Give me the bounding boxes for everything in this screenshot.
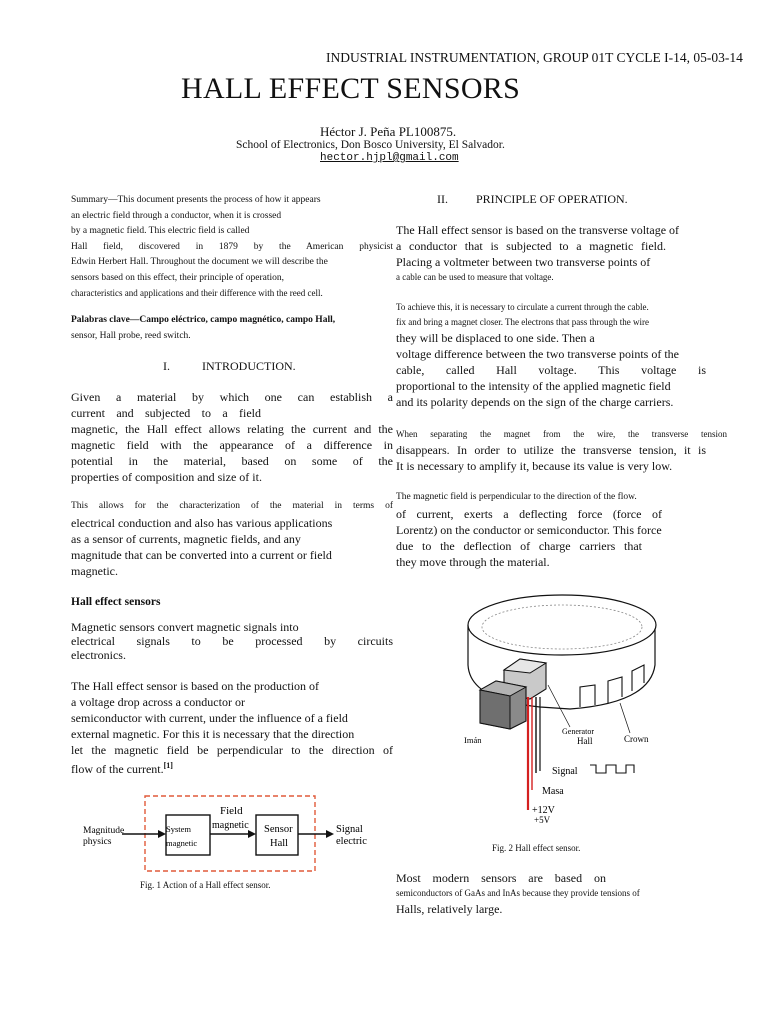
text-line: potential in the material, based on some of the <box>71 454 393 468</box>
keywords <box>71 313 393 344</box>
abstract-line: Edwin Herbert Hall. Throughout the document we will describe the <box>71 257 328 267</box>
abstract-line: sensors based on this effect, their principle of operation, <box>71 272 284 283</box>
text-line: Halls, relatively large. <box>396 902 503 916</box>
text-line: magnitude that can be converted into a current or field <box>71 547 332 562</box>
intro-paragraph-1 <box>71 389 393 485</box>
box-label: System <box>166 824 192 834</box>
crown-disc-top <box>468 595 656 655</box>
text-line: The Hall effect sensor is based on the production of <box>71 679 320 693</box>
text-line: magnetic. <box>71 563 118 578</box>
citation-ref[interactable]: [1] <box>163 761 173 770</box>
text-line: due to the deflection of charge carriers that <box>396 538 642 553</box>
label-12v: +12V <box>532 805 555 816</box>
label-5v: +5V <box>534 815 551 825</box>
text-line: The Hall effect sensor is based on the transverse voltage of <box>396 223 680 237</box>
text-line: of current, exerts a deflecting force (force of <box>396 506 662 521</box>
abstract-line: by a magnetic field. This electric field is called <box>71 226 250 236</box>
section-heading-introduction <box>163 359 296 374</box>
paper-title: HALL EFFECT SENSORS <box>181 72 521 105</box>
output-label: electric <box>336 836 367 847</box>
text-line: as a sensor of currents, magnetic fields, and any <box>71 531 301 546</box>
box-label: Hall <box>270 838 289 849</box>
principle-paragraph-4 <box>396 490 729 570</box>
text-line: This allows for the characterization of the material in terms of <box>71 501 393 511</box>
box-label: magnetic <box>166 838 198 848</box>
abstract-line: an electric field through a conductor, when it is crossed <box>71 210 282 221</box>
principle-paragraph-1 <box>396 222 729 285</box>
text-line: disappears. In order to utilize the transverse tension, it is <box>396 443 706 457</box>
text-line: properties of composition and size of it. <box>71 470 262 484</box>
section-number: I. <box>163 359 170 373</box>
section-number: II. <box>437 192 448 206</box>
box-label: Sensor <box>264 824 293 835</box>
text-line: and its polarity depends on the sign of the charge carriers. <box>396 395 674 409</box>
text-line: Lorentz) on the conductor or semiconductor. This force <box>396 522 662 537</box>
text-line: let the magnetic field be perpendicular to the direction of <box>71 743 393 757</box>
square-wave-icon <box>590 765 634 773</box>
author-name: Héctor J. Peña PL100875. <box>320 124 457 139</box>
text-line: Given a material by which one can establish a <box>71 390 393 404</box>
text-line: It is necessary to amplify it, because its value is very low. <box>396 459 673 473</box>
field-label: magnetic <box>212 820 249 831</box>
principle-paragraph-3 <box>396 427 729 474</box>
intro-paragraph-4 <box>71 678 393 777</box>
figure-1-block-diagram <box>80 792 380 892</box>
text-line: electrical conduction and also has various applications <box>71 515 333 530</box>
text-line: magnetic, the Hall effect allows relating the current and the <box>71 422 393 436</box>
input-label: physics <box>83 837 112 847</box>
keywords-rest: sensor, Hall probe, reed switch. <box>71 330 191 341</box>
label-generator: Generator <box>562 727 594 736</box>
text-line: cable, called Hall voltage. This voltage is <box>396 363 706 377</box>
text-line: The magnetic field is perpendicular to the direction of the flow. <box>396 492 637 502</box>
field-label: Field <box>220 805 243 817</box>
text-line: To achieve this, it is necessary to circulate a current through the cable. <box>396 302 649 312</box>
magnet-front <box>480 690 510 729</box>
output-label: Signal <box>336 824 363 835</box>
text-line: proportional to the intensity of the applied magnetic field <box>396 379 671 393</box>
text-line: fix and bring a magnet closer. The electrons that pass through the wire <box>396 317 650 327</box>
section-title: PRINCIPLE OF OPERATION. <box>476 192 628 206</box>
text-line: Most modern sensors are based on <box>396 871 606 885</box>
field-arrowhead <box>248 830 256 838</box>
abstract-line: characteristics and applications and their difference with the reed cell. <box>71 288 323 298</box>
text-line: a conductor that is subjected to a magnetic field. <box>396 239 666 253</box>
closing-paragraph <box>396 870 729 917</box>
text-line: they will be displaced to one side. Then a <box>396 331 595 345</box>
leader-line <box>620 703 630 733</box>
subheading-hall-effect-sensors: Hall effect sensors <box>71 596 161 608</box>
sensor-hall-box <box>256 815 298 855</box>
intro-paragraph-3 <box>71 620 393 662</box>
text-line: a cable can be used to measure that voltage. <box>396 272 554 282</box>
input-arrowhead <box>158 830 166 838</box>
section-title: INTRODUCTION. <box>202 359 296 373</box>
intro-paragraph-2 <box>71 499 393 579</box>
text-line: Magnetic sensors convert magnetic signals into <box>71 620 299 634</box>
section-heading-principle <box>437 192 628 207</box>
output-arrowhead <box>326 830 334 838</box>
input-label: Magnitude <box>83 826 125 836</box>
text-line: external magnetic. For this it is necessary that the direction <box>71 727 355 741</box>
label-masa: Masa <box>542 786 564 797</box>
principle-paragraph-2 <box>396 300 729 410</box>
text-line: a voltage drop across a conductor or <box>71 695 245 709</box>
keywords-label: Palabras clave—Campo eléctrico, campo magnético, campo Hall, <box>71 315 336 325</box>
text-line: flow of the current.[1] <box>71 761 173 776</box>
text-line: When separating the magnet from the wire, the transverse tension <box>396 429 727 439</box>
label-iman: Imán <box>464 735 482 745</box>
label-generator-hall: Hall <box>577 736 593 746</box>
label-crown: Crown <box>624 734 649 744</box>
text-line: electrical signals to be processed by circuits <box>71 634 393 648</box>
text-line: magnetic field with the appearance of a difference in <box>71 438 393 452</box>
text-line: current and subjected to a field <box>71 406 261 420</box>
text-line: electronics. <box>71 648 126 662</box>
author-email[interactable]: hector.hjpl@gmail.com <box>320 152 459 164</box>
abstract-line: Hall field, discovered in 1879 by the American physicist <box>71 241 393 252</box>
system-magnetic-box <box>166 815 210 855</box>
abstract-line: Summary—This document presents the process of how it appears <box>71 195 321 205</box>
text-line: semiconductor with current, under the influence of a field <box>71 711 348 725</box>
running-head: INDUSTRIAL INSTRUMENTATION, GROUP 01T CYCLE I-14, 05-03-14 <box>326 50 743 65</box>
figure-1-caption: Fig. 1 Action of a Hall effect sensor. <box>140 880 271 890</box>
author-affiliation: School of Electronics, Don Bosco University, El Salvador. <box>236 139 505 151</box>
text-line: Placing a voltmeter between two transverse points of <box>396 255 651 269</box>
figure-2-hall-sensor-illustration <box>460 585 690 835</box>
text-line: semiconductors of GaAs and InAs because they provide tensions of <box>396 888 640 898</box>
figure-2-caption: Fig. 2 Hall effect sensor. <box>492 843 581 853</box>
label-signal: Signal <box>552 766 578 777</box>
abstract <box>71 193 393 301</box>
text-line: voltage difference between the two transverse points of the <box>396 347 680 361</box>
text-line: they move through the material. <box>396 554 550 569</box>
